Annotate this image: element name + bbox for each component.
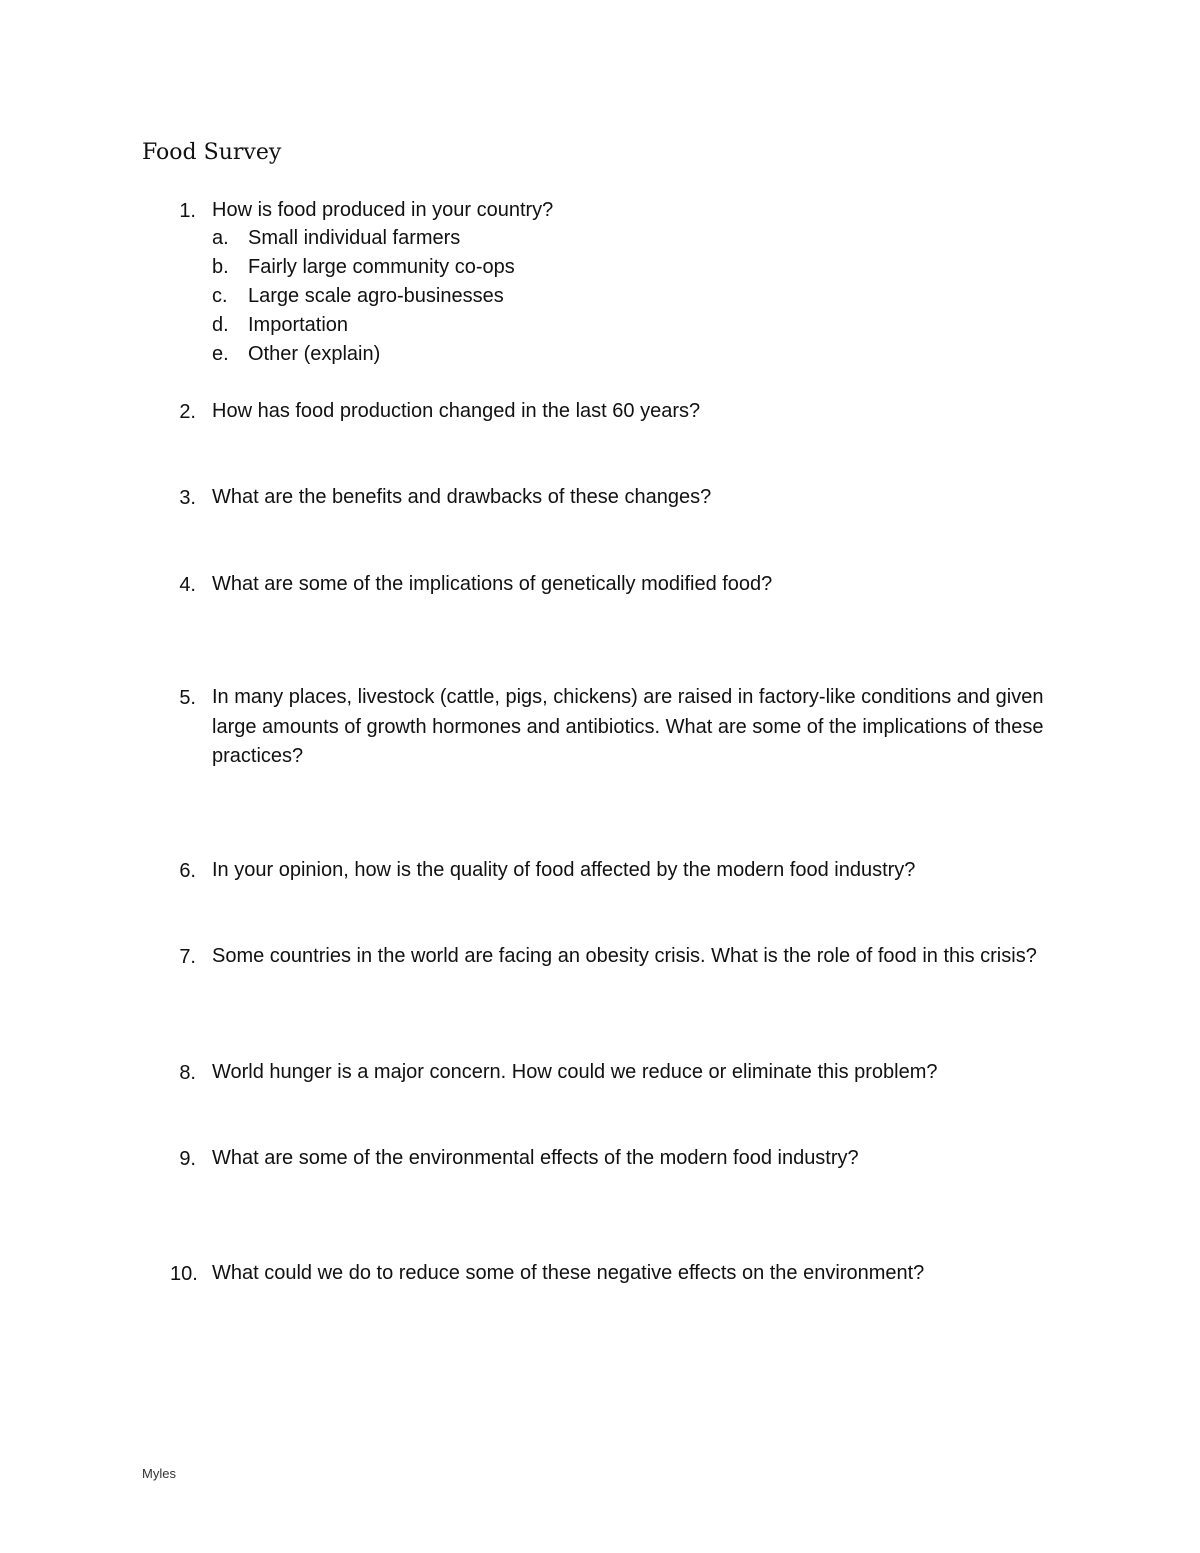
question-3-text: What are the benefits and drawbacks of these changes? xyxy=(212,486,712,508)
option-a-text: Small individual farmers xyxy=(248,227,461,249)
question-7-number: 7. xyxy=(179,946,196,968)
question-5-number: 5. xyxy=(179,687,196,709)
footer-author: Myles xyxy=(142,1466,176,1481)
option-c-text: Large scale agro-businesses xyxy=(248,285,504,307)
option-d-text: Importation xyxy=(248,314,349,336)
question-10-text: What could we do to reduce some of these negative effects on the environment? xyxy=(212,1262,925,1284)
question-10-number: 10. xyxy=(170,1263,198,1285)
option-e-letter: e. xyxy=(212,343,229,365)
question-8-number: 8. xyxy=(179,1062,196,1084)
option-b-letter: b. xyxy=(212,256,229,278)
option-b-text: Fairly large community co-ops xyxy=(248,256,515,278)
question-4-text: What are some of the implications of genetically modified food? xyxy=(212,573,773,595)
question-1-number: 1. xyxy=(179,200,196,222)
question-9-text: What are some of the environmental effects of the modern food industry? xyxy=(212,1147,859,1169)
question-8-text: World hunger is a major concern. How could we reduce or eliminate this problem? xyxy=(212,1061,938,1083)
question-1-text: How is food produced in your country? xyxy=(212,199,554,221)
question-4-number: 4. xyxy=(179,574,196,596)
question-5-text: In many places, livestock (cattle, pigs, chickens) are raised in factory-like conditions and given large amounts of growth hormones and antibiotics. What are some of the implications of these practices? xyxy=(212,686,1044,767)
option-a-letter: a. xyxy=(212,227,229,249)
option-d-letter: d. xyxy=(212,314,229,336)
option-c-letter: c. xyxy=(212,285,228,307)
question-6-number: 6. xyxy=(179,860,196,882)
option-e-text: Other (explain) xyxy=(248,343,381,365)
question-9-number: 9. xyxy=(179,1148,196,1170)
question-3-number: 3. xyxy=(179,487,196,509)
question-7-text: Some countries in the world are facing an obesity crisis. What is the role of food in this crisis? xyxy=(212,945,1037,967)
question-2-text: How has food production changed in the last 60 years? xyxy=(212,400,701,422)
question-6-text: In your opinion, how is the quality of food affected by the modern food industry? xyxy=(212,859,916,881)
page-title: Food Survey xyxy=(142,140,282,165)
question-2-number: 2. xyxy=(179,401,196,423)
